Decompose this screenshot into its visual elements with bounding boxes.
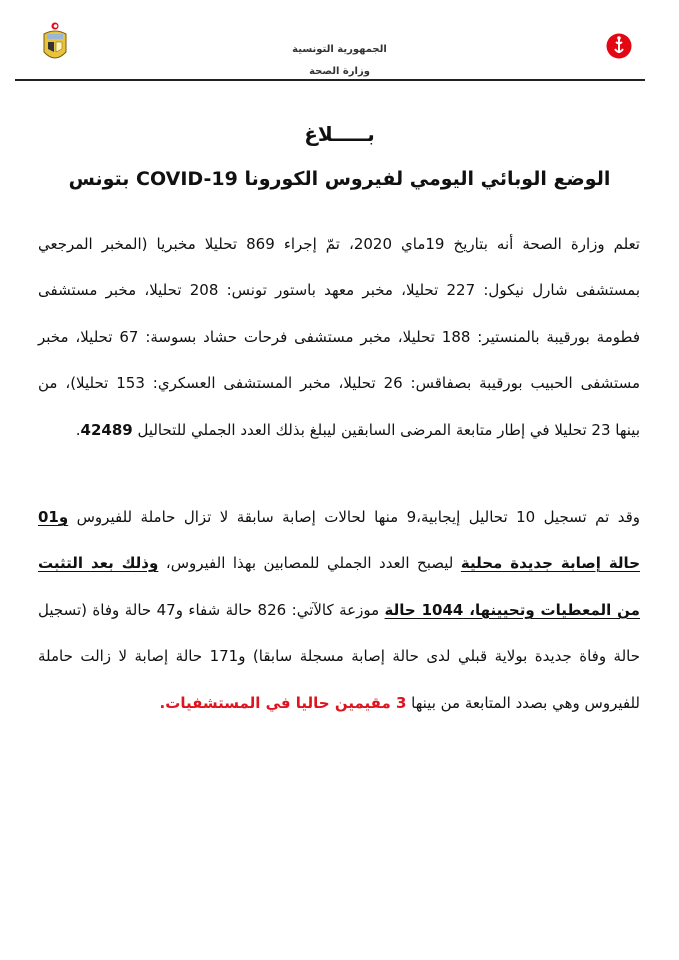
text-line <box>38 692 640 714</box>
verification-note: وذلك بعد التثبت <box>38 554 159 572</box>
header-divider <box>15 79 645 81</box>
country-name: الجمهورية التونسية <box>292 44 387 55</box>
text: للفيروس وهي بصدد المتابعة من بينها <box>406 694 640 712</box>
document-title: بـــــلاغ <box>304 122 375 146</box>
text-line <box>38 552 640 574</box>
text-line: حالة وفاة جديدة بولاية قبلي لدى حالة إصابة مسجلة سابقا) و171 حالة إصابة لا زالت حاملة <box>38 647 640 665</box>
local-case: حالة إصابة جديدة محلية <box>460 554 641 572</box>
verification-note: من المعطيات وتحيينها، <box>463 601 640 619</box>
hospitalized-highlight: 3 مقيمين حاليا في المستشفيات. <box>159 694 407 712</box>
text-line <box>38 599 640 621</box>
text: . <box>75 421 81 439</box>
text-line: فطومة بورقيبة بالمنستير: 188 تحليلا، مخبر مستشفى فرحات حشاد بسوسة: 67 تحليلا، مخبر <box>38 328 640 346</box>
text-line: تعلم وزارة الصحة أنه بتاريخ 19ماي 2020، تمّ إجراء 869 تحليلا مخبريا (المخبر المرجعي <box>38 235 640 253</box>
text: بينها 23 تحليلا في إطار متابعة المرضى السابقين ليبلغ بذلك العدد الجملي للتحاليل <box>132 421 640 439</box>
text-line <box>38 506 640 528</box>
text: وقد تم تسجيل 10 تحاليل إيجابية،9 منها لحالات إصابة سابقة لا تزال حاملة للفيروس <box>68 508 640 526</box>
text: ليصبح العدد الجملي للمصابين بهذا الفيروس، <box>158 554 461 572</box>
text-line <box>38 419 640 441</box>
coat-of-arms-logo <box>40 22 70 64</box>
total-cases: 1044 حالة <box>384 601 464 619</box>
ministry-name: وزارة الصحة <box>309 66 370 77</box>
document-subtitle: الوضع الوبائي اليومي لفيروس الكورونا COVID-19 بتونس <box>68 168 611 190</box>
text-line: مستشفى الحبيب بورقيبة بصفاقس: 26 تحليلا، مخبر المستشفى العسكري: 153 تحليلا)، من <box>38 374 640 392</box>
new-cases: و01 <box>38 508 69 526</box>
total-tests: 42489 <box>80 421 133 439</box>
text: موزعة كالآتي: 826 حالة شفاء و47 حالة وفاة (تسجيل <box>38 601 385 619</box>
text-line: بمستشفى شارل نيكول: 227 تحليلا، مخبر معهد باستور تونس: 208 تحليلا، مخبر مستشفى <box>38 281 641 299</box>
